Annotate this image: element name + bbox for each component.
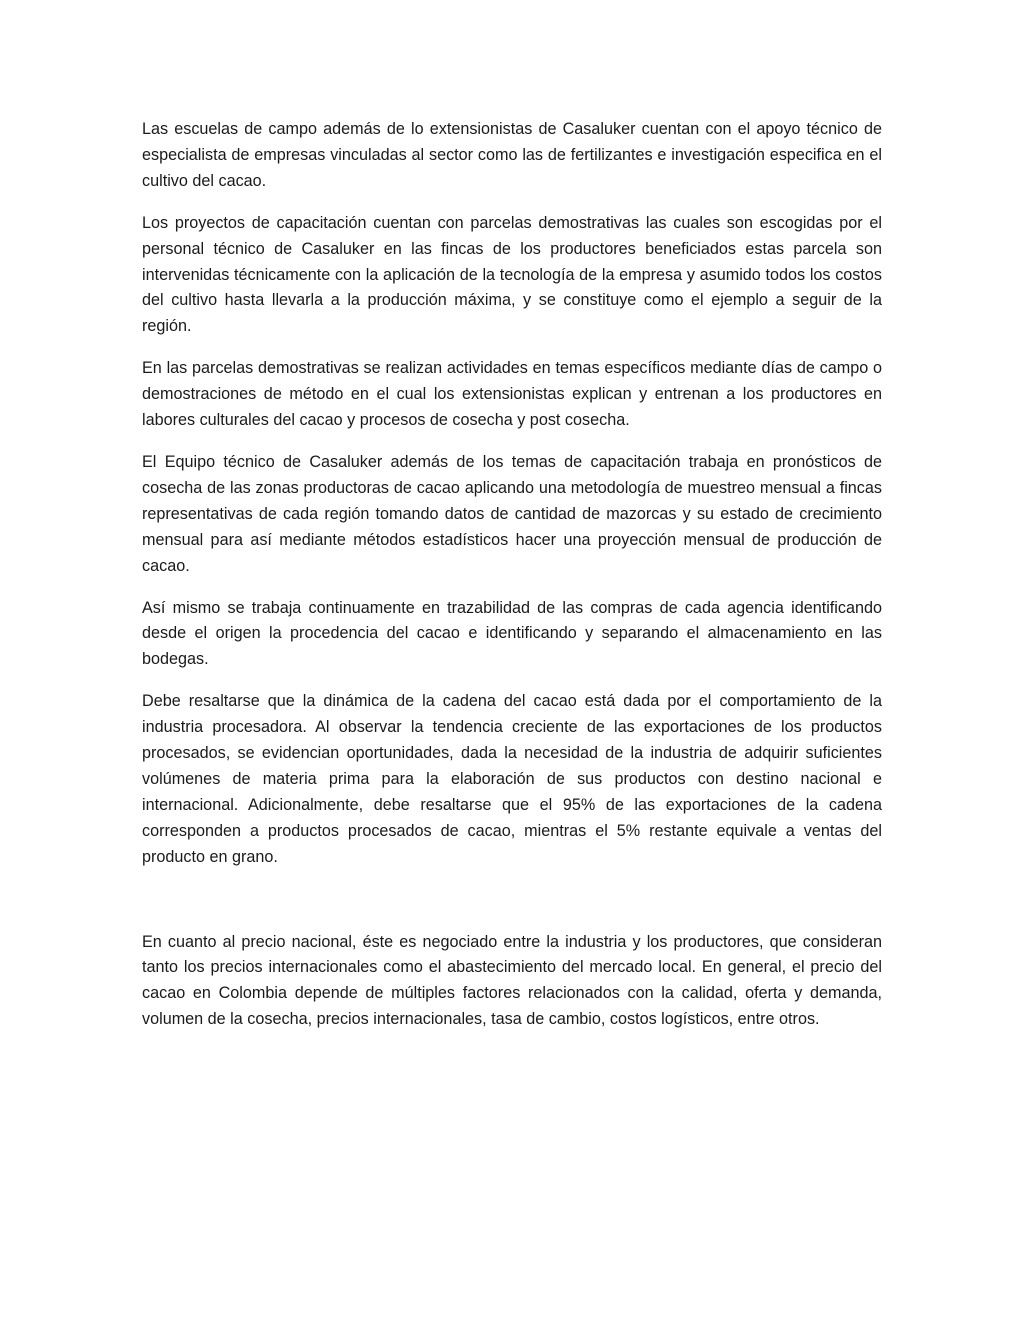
paragraph-dinamica-cadena: Debe resaltarse que la dinámica de la cadena del cacao está dada por el comportamiento de la industria procesadora. Al observar la tendencia creciente de las exportaciones de los productos procesados, se evidencian oportunidades, dada la necesidad de la industria de adquirir suficientes volúmenes de materia prima para la elaboración de sus productos con destino nacional e internacional. Adicionalmente, debe resaltarse que el 95% de las exportaciones de la cadena corresponden a productos procesados de cacao, mientras el 5% restante equivale a ventas del producto en grano. xyxy=(142,692,882,866)
paragraph-parcelas-demostrativas: En las parcelas demostrativas se realizan actividades en temas específicos mediante días de campo o demostraciones de método en el cual los extensionistas explican y entrenan a los productores en labores culturales del cacao y procesos de cosecha y post cosecha. xyxy=(142,359,882,430)
paragraph-proyectos-de-capacitacion: Los proyectos de capacitación cuentan con parcelas demostrativas las cuales son escogidas por el personal técnico de Casaluker en las fincas de los productores beneficiados estas parcela son intervenidas técnicamente con la aplicación de la tecnología de la empresa y asumido todos los costos del cultivo hasta llevarla a la producción máxima, y se constituye como el ejemplo a seguir de la región. xyxy=(142,213,882,336)
document-body xyxy=(142,117,882,1049)
paragraph-trazabilidad: Así mismo se trabaja continuamente en trazabilidad de las compras de cada agencia identificando desde el origen la procedencia del cacao e identificando y separando el almacenamiento en las bodegas. xyxy=(142,598,882,669)
paragraph-precio-nacional: En cuanto al precio nacional, éste es negociado entre la industria y los productores, que consideran tanto los precios internacionales como el abastecimiento del mercado local. En general, el precio del cacao en Colombia depende de múltiples factores relacionados con la calidad, oferta y demanda, volumen de la cosecha, precios internacionales, tasa de cambio, costos logísticos, entre otros. xyxy=(142,932,882,1029)
paragraph-escuelas-de-campo: Las escuelas de campo además de lo extensionistas de Casaluker cuentan con el apoyo técnico de especialista de empresas vinculadas al sector como las de fertilizantes e investigación especifica en el cultivo del cacao. xyxy=(142,120,882,190)
paragraph-equipo-tecnico: El Equipo técnico de Casaluker además de los temas de capacitación trabaja en pronósticos de cosecha de las zonas productoras de cacao aplicando una metodología de muestreo mensual a fincas representativas de cada región tomando datos de cantidad de mazorcas y su estado de crecimiento mensual para así mediante métodos estadísticos hacer una proyección mensual de producción de cacao. xyxy=(142,452,882,575)
